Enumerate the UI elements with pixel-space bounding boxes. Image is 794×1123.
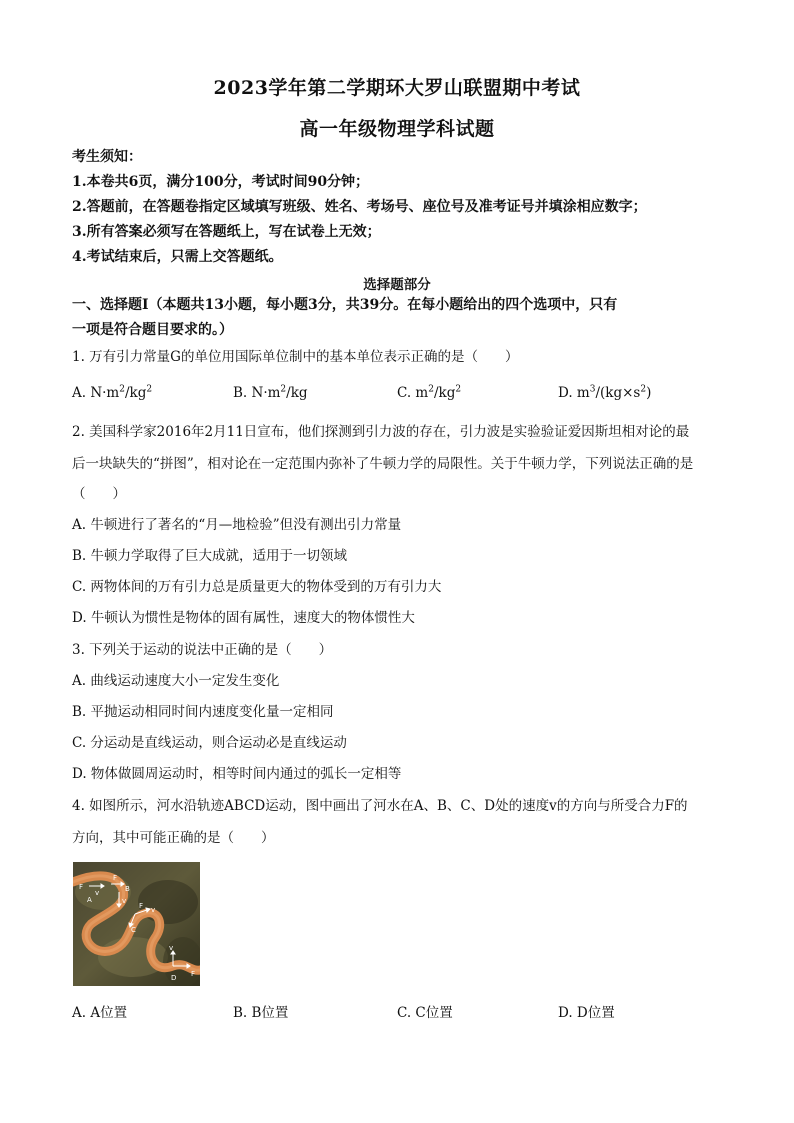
notice-item-2: 2.答题前，在答题卷指定区域填写班级、姓名、考场号、座位号及准考证号并填涂相应数字； <box>72 199 647 215</box>
notice-heading: 考生须知： <box>72 149 142 165</box>
notice-item-3: 3.所有答案必须写在答题纸上，写在试卷上无效； <box>72 224 381 240</box>
q3-option-a: A. 曲线运动速度大小一定发生变化 <box>72 673 280 689</box>
q3-option-d: D. 物体做圆周运动时，相等时间内通过的弧长一定相等 <box>72 766 402 782</box>
label-b: B <box>125 885 130 893</box>
q1-option-a: A. $N\cdot m^2/kg^2$ <box>72 384 153 401</box>
label-d: D <box>171 974 177 982</box>
label-v-a: v <box>95 889 100 897</box>
label-v-b: v <box>122 897 127 905</box>
q1-option-d: D. $m^3/(kg\times s^2)$ <box>558 384 652 401</box>
q4-stem-line1: 4. 如图所示，河水沿轨迹ABCD运动，图中画出了河水在A、B、C、D处的速度v的方向与所受合力F的 <box>72 798 688 814</box>
q2-option-b: B. 牛顿力学取得了巨大成就，适用于一切领域 <box>72 548 348 564</box>
label-f-d: F <box>191 970 196 978</box>
exam-subtitle: 高一年级物理学科试题 <box>299 118 495 140</box>
q3-option-b: B. 平抛运动相同时间内速度变化量一定相同 <box>72 704 334 720</box>
river-photo <box>73 862 200 986</box>
q1-option-b: B. $N\cdot m^2/kg$ <box>233 384 308 401</box>
q2-option-d: D. 牛顿认为惯性是物体的固有属性，速度大的物体惯性大 <box>72 610 415 626</box>
label-c: C <box>131 926 136 934</box>
section-title: 选择题部分 <box>363 277 431 293</box>
q2-stem-line1: 2. 美国科学家2016年2月11日宣布，他们探测到引力波的存在，引力波是实验验证爱因斯坦相对论的最 <box>72 424 690 440</box>
q4-option-b: B. B位置 <box>233 1005 289 1021</box>
q2-stem-line2: 后一块缺失的“拼图”，相对论在一定范围内弥补了牛顿力学的局限性。关于牛顿力学，下列说法正确的是 <box>72 456 694 472</box>
label-f-b: F <box>113 874 118 882</box>
label-f-c: F <box>139 902 144 910</box>
q1-stem: 1. 万有引力常量G的单位用国际单位制中的基本单位表示正确的是（ ） <box>72 349 519 365</box>
label-a: A <box>87 896 92 904</box>
q4-option-c: C. C位置 <box>397 1005 453 1021</box>
q4-stem-line2: 方向，其中可能正确的是（ ） <box>72 830 275 846</box>
q2-option-a: A. 牛顿进行了著名的“月—地检验”但没有测出引力常量 <box>72 517 402 533</box>
q2-stem-line3: （ ） <box>72 486 126 502</box>
label-v-d: v <box>169 944 174 952</box>
q4-option-d: D. D位置 <box>558 1005 615 1021</box>
q3-option-c: C. 分运动是直线运动，则合运动必是直线运动 <box>72 735 347 751</box>
exam-title: 2023学年第二学期环大罗山联盟期中考试 <box>213 77 581 99</box>
section-instruction-line2: 一项是符合题目要求的。） <box>72 322 233 338</box>
q4-option-a: A. A位置 <box>72 1005 128 1021</box>
notice-item-1: 1.本卷共6页，满分100分，考试时间90分钟； <box>72 174 370 190</box>
q3-stem: 3. 下列关于运动的说法中正确的是（ ） <box>72 642 333 658</box>
notice-item-4: 4.考试结束后，只需上交答题纸。 <box>72 249 283 265</box>
river-figure <box>73 862 200 986</box>
q1-option-c: C. $m^2/kg^2$ <box>397 384 462 401</box>
section-instruction-line1: 一、选择题Ⅰ（本题共13小题，每小题3分，共39分。在每小题给出的四个选项中，只有 <box>72 297 618 313</box>
label-f-a: F <box>79 883 84 891</box>
label-v-c: v <box>151 906 156 914</box>
q2-option-c: C. 两物体间的万有引力总是质量更大的物体受到的万有引力大 <box>72 579 442 595</box>
